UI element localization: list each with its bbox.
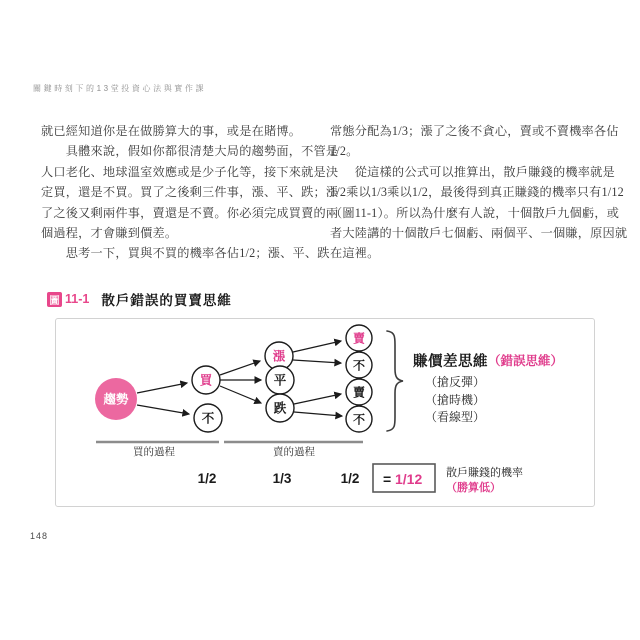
sell-stage-label: 賣的過程 [273, 446, 315, 458]
decision-tree-svg [56, 319, 594, 506]
node-nosell2-label: 不 [352, 412, 366, 427]
node-buy-label: 買 [199, 373, 213, 388]
node-up-label: 漲 [272, 349, 286, 364]
node-down-label: 跌 [273, 401, 287, 416]
figure-badge-icon: 圖 [47, 292, 62, 307]
body-line: 者大陸講的十個散戶七個虧、兩個平、一個賺，原因就 [330, 226, 628, 241]
node-sell1-label: 賣 [352, 331, 366, 346]
body-line: 了之後又剩兩件事，賣還是不賣。你必須完成買賣的兩 [41, 205, 339, 220]
page-number: 148 [30, 531, 49, 541]
body-line: 1/2。 [330, 144, 359, 159]
body-line: 常態分配為1/3；漲了之後不貪心，賣或不賣機率各佔 [330, 124, 619, 138]
annotation-item: （搶時機） [424, 393, 486, 407]
probability-outcome: 1/3 [272, 471, 292, 486]
result-equals: = [383, 471, 392, 487]
node-trend-label: 趨勢 [103, 392, 129, 407]
node-nosell1-label: 不 [352, 358, 366, 373]
body-line: 在這裡。 [330, 246, 380, 261]
figure-caption [47, 291, 232, 307]
body-line: 具體來說，假如你都很清楚大局的趨勢面，不管是 [41, 144, 339, 159]
text-column-left [41, 121, 339, 264]
node-flat-label: 平 [273, 373, 287, 388]
body-line: 人口老化、地球溫室效應或是少子化等，接下來就是決 [41, 164, 339, 179]
brace-icon [387, 331, 403, 431]
body-line: 個過程，才會賺到價差。 [41, 226, 178, 241]
result-sublabel: （勝算低） [446, 482, 501, 494]
body-line: 定買，還是不買。買了之後剩三件事，漲、平、跌；漲 [41, 185, 339, 200]
body-line: 思考一下，買與不買的機率各佔1/2；漲、平、跌 [41, 246, 330, 261]
annotation-heading: 賺價差思維 [413, 354, 488, 370]
body-line: 從這樣的公式可以推算出，散戶賺錢的機率就是 [330, 164, 615, 179]
figure-number: 11-1 [65, 292, 90, 306]
tree-edges [137, 341, 342, 416]
text-column-right [330, 121, 628, 264]
figure-decision-tree [55, 318, 595, 507]
result-value: 1/12 [395, 471, 423, 487]
annotation-item: （搶反彈） [424, 375, 486, 389]
running-header: 關鍵時刻下的13堂投資心法與實作課 [33, 84, 207, 93]
node-nobuy-label: 不 [201, 411, 215, 426]
figure-title: 散戶錯誤的買賣思維 [101, 293, 232, 308]
body-line: 1/2乘以1/3乘以1/2，最後得到真正賺錢的機率只有1/12 [330, 185, 624, 200]
body-line: 就已經知道你是在做勝算大的事，或是在賭博。 [41, 124, 302, 138]
result-label: 散戶賺錢的機率 [446, 467, 523, 479]
probability-sell: 1/2 [340, 471, 360, 486]
probability-buy: 1/2 [197, 471, 217, 486]
annotation-heading-note: （錯誤思維） [488, 354, 564, 368]
buy-stage-label: 買的過程 [133, 446, 175, 458]
body-line: （圖11-1）。所以為什麼有人說，十個散戶九個虧，或 [330, 205, 620, 220]
node-sell2-label: 賣 [352, 385, 366, 400]
annotation-item: （看線型） [424, 410, 486, 424]
